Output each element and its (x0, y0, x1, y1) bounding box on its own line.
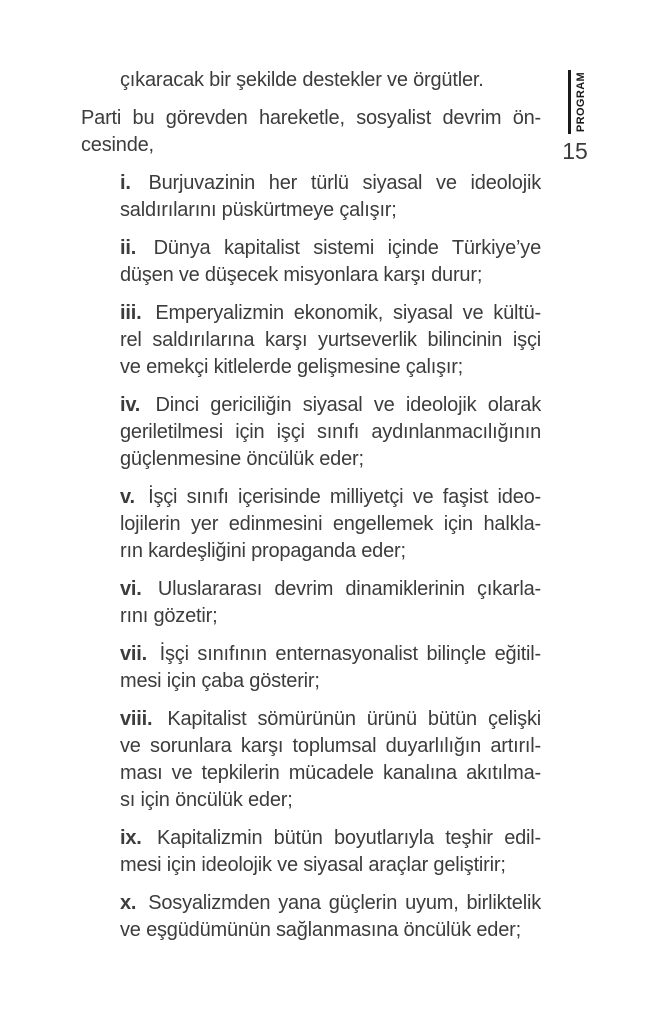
list-item-paragraph (120, 641, 541, 695)
item-marker: i. (120, 172, 131, 194)
item-marker: iv. (120, 394, 141, 416)
text-line: ve emekçi kitlelerde gelişmesine çalışır; (120, 356, 464, 378)
item-marker: ii. (120, 237, 137, 259)
text-line: cesinde, (81, 134, 154, 156)
list-item-paragraph (120, 706, 541, 814)
text-line: vi. Uluslararası devrim dinamiklerinin çıkarla- (120, 578, 541, 600)
body-paragraph (120, 67, 541, 94)
text-line: viii. Kapitalist sömürünün ürünü bütün çelişki (120, 708, 541, 730)
text-line: x. Sosyalizmden yana güçlerin uyum, birliktelik (120, 892, 541, 914)
text-line: saldırılarını püskürtmeye çalışır; (120, 199, 397, 221)
item-marker: x. (120, 892, 137, 914)
chapter-tab-bar (568, 70, 571, 134)
page-number: 15 (562, 138, 588, 164)
text-line: sı için öncülük eder; (120, 789, 293, 811)
list-item-paragraph (120, 392, 541, 473)
text-line: ii. Dünya kapitalist sistemi içinde Türkiye’ye (120, 237, 541, 259)
list-item-paragraph (120, 300, 541, 381)
text-line: geriletilmesi için işçi sınıfı aydınlanmacılığının (120, 421, 541, 443)
text-line: lojilerin yer edinmesini engellemek için halkla- (120, 513, 541, 535)
text-line: rın kardeşliğini propaganda eder; (120, 540, 406, 562)
chapter-label-text: PROGRAM (575, 71, 587, 133)
text-line: ve sorunlara karşı toplumsal duyarlılığın artırıl- (120, 735, 541, 757)
text-line: ve eşgüdümünün sağlanmasına öncülük eder; (120, 919, 521, 941)
list-item-paragraph (120, 170, 541, 224)
text-line: rel saldırılarına karşı yurtseverlik bilincinin işçi (120, 329, 541, 351)
text-line: mesi için çaba gösterir; (120, 670, 320, 692)
text-line: çıkaracak bir şekilde destekler ve örgütler. (120, 69, 484, 91)
item-marker: viii. (120, 708, 153, 730)
chapter-label (574, 70, 588, 134)
text-line: rını gözetir; (120, 605, 218, 627)
text-line: iii. Emperyalizmin ekonomik, siyasal ve kültü- (120, 302, 541, 324)
text-line: iv. Dinci gericiliğin siyasal ve ideolojik olarak (120, 394, 541, 416)
text-line: i. Burjuvazinin her türlü siyasal ve ideolojik (120, 172, 541, 194)
text-line: v. İşçi sınıfı içerisinde milliyetçi ve faşist ideo- (120, 486, 541, 508)
body-paragraph (81, 105, 541, 159)
text-line: güçlenmesine öncülük eder; (120, 448, 364, 470)
list-item-paragraph (120, 576, 541, 630)
item-marker: vi. (120, 578, 142, 600)
text-column (81, 67, 541, 955)
text-line: vii. İşçi sınıfının enternasyonalist bilinçle eğitil- (120, 643, 541, 665)
text-line: ması ve tepkilerin mücadele kanalına akıtılma- (120, 762, 541, 784)
text-line: mesi için ideolojik ve siyasal araçlar geliştirir; (120, 854, 506, 876)
item-marker: v. (120, 486, 135, 508)
item-marker: ix. (120, 827, 142, 849)
list-item-paragraph (120, 484, 541, 565)
text-line: ix. Kapitalizmin bütün boyutlarıyla teşhir edil- (120, 827, 541, 849)
item-marker: vii. (120, 643, 147, 665)
chapter-side-tab (568, 70, 590, 134)
item-marker: iii. (120, 302, 142, 324)
list-item-paragraph (120, 825, 541, 879)
list-item-paragraph (120, 890, 541, 944)
text-line: düşen ve düşecek misyonlara karşı durur; (120, 264, 483, 286)
list-item-paragraph (120, 235, 541, 289)
text-line: Parti bu görevden hareketle, sosyalist devrim ön- (81, 107, 541, 129)
